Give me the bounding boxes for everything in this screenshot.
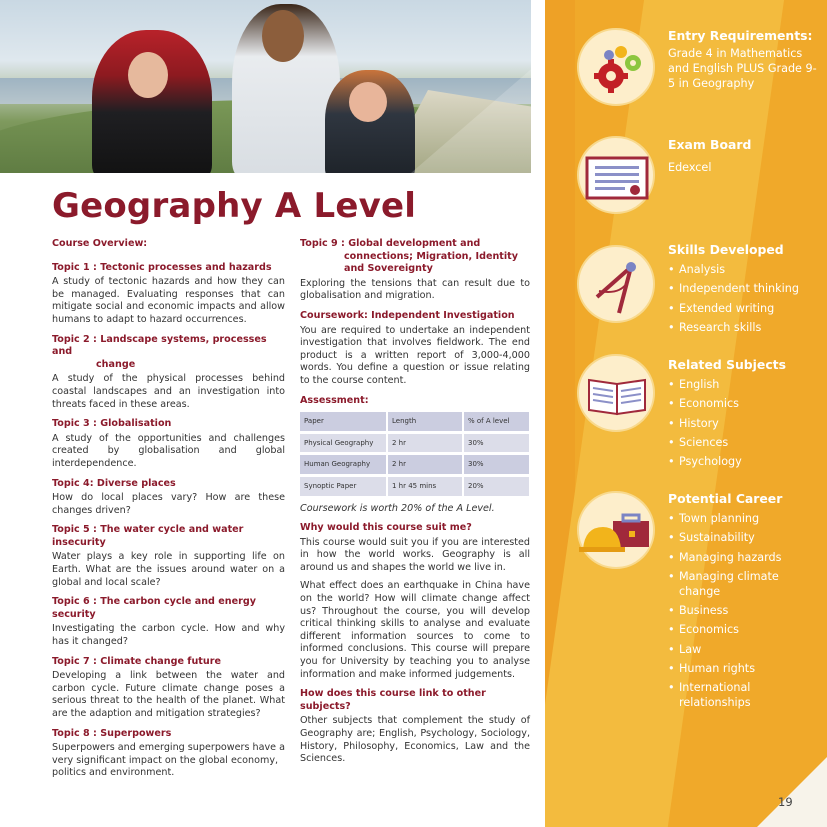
list-item: • Sciences <box>668 435 818 450</box>
table-header: % of A level <box>462 412 529 431</box>
table-cell: Human Geography <box>300 455 386 474</box>
overview-heading: Course Overview: <box>52 238 148 249</box>
career-heading: Potential Career <box>668 491 783 506</box>
why-text: What effect does an earthquake in China have on the world? How will climate change affect us? Throughout the course, you will develop critical thinking skills to analyse and evaluate different information sources to come to informed conclusions. This course will prepare you for University by teaching you to analyse information and make informed judgements. <box>300 580 530 680</box>
header-photo <box>0 0 531 173</box>
table-cell: Physical Geography <box>300 434 386 453</box>
table-cell: 30% <box>462 455 529 474</box>
list-item: • Law <box>668 642 818 657</box>
why-text: This course would suit you if you are interested in how the world works. Geography is all around us and shapes the world we live in. <box>300 536 530 573</box>
topic-heading-line: Topic 2 : Landscape systems, processes and <box>52 333 267 358</box>
table-cell: 2 hr <box>386 434 462 453</box>
exam-text: Edexcel <box>668 161 712 174</box>
table-cell: 20% <box>462 477 529 496</box>
topic-text: A study of the physical processes behind coastal landscapes and an investigation into threats faced in these areas. <box>52 373 285 410</box>
topic-heading: Topic 8 : Superpowers <box>52 727 172 739</box>
open-book-icon <box>577 354 655 432</box>
topic-text: How do local places vary? How are these changes driven? <box>52 492 285 516</box>
table-cell: Synoptic Paper <box>300 477 386 496</box>
why-heading: Why would this course suit me? <box>300 522 472 534</box>
list-item: • Economics <box>668 622 818 637</box>
table-header: Paper <box>300 412 386 431</box>
topic-text: Exploring the tensions that can result due to globalisation and migration. <box>300 277 530 302</box>
topic-heading-line: connections; Migration, Identity <box>344 250 518 262</box>
list-item: • Analysis <box>668 262 818 277</box>
entry-text: Grade 4 in Mathematics and English PLUS Grade 9-5 in Geography <box>668 47 817 90</box>
coursework-heading: Coursework: Independent Investigation <box>300 309 515 321</box>
gears-icon <box>577 28 655 106</box>
topic-text: A study of the opportunities and challenges created by globalisation and global interdependence. <box>52 432 285 469</box>
assessment-heading: Assessment: <box>300 394 369 406</box>
list-item: • English <box>668 377 818 392</box>
list-item: • Human rights <box>668 661 818 676</box>
link-heading: How does this course link to other subjects? <box>300 688 486 712</box>
topic-heading-line: change <box>96 358 136 370</box>
list-item: • Independent thinking <box>668 281 818 296</box>
topic-heading: Topic 1 : Tectonic processes and hazards <box>52 261 272 273</box>
topic-text: Water plays a key role in supporting life on Earth. What are the issues around water on a global and local scale? <box>52 551 285 588</box>
table-header-row <box>300 412 529 431</box>
skills-heading: Skills Developed <box>668 242 784 257</box>
topic-heading: Topic 5 : The water cycle and water insecurity <box>52 524 244 548</box>
topic-heading: Topic 4: Diverse places <box>52 477 176 489</box>
student-figure <box>325 70 415 173</box>
list-item: • Sustainability <box>668 530 818 545</box>
list-item: • Extended writing <box>668 301 818 316</box>
student-figure <box>232 4 340 173</box>
table-row <box>300 477 529 496</box>
list-item: • Managing hazards <box>668 550 818 565</box>
table-row <box>300 455 529 474</box>
compass-icon <box>577 245 655 323</box>
list-item: • Research skills <box>668 320 818 335</box>
table-cell: 1 hr 45 mins <box>386 477 462 496</box>
certificate-icon <box>577 136 655 214</box>
list-item: • Economics <box>668 396 818 411</box>
topic-text: Developing a link between the water and carbon cycle. Future climate change poses a serious threat to the health of the planet. What are the adaption and mitigation strategies? <box>52 670 285 719</box>
table-header: Length <box>386 412 462 431</box>
topic-text: A study of tectonic hazards and how they can be managed. Evaluating responses that can mitigate social and economic impacts and allow humans to adapt to hazard occurrences. <box>52 276 285 325</box>
career-list <box>668 511 818 715</box>
related-list <box>668 377 818 473</box>
list-item: • Psychology <box>668 454 818 469</box>
topic-text: Investigating the carbon cycle. How and why has it changed? <box>52 623 285 648</box>
exam-heading: Exam Board <box>668 137 752 152</box>
entry-heading: Entry Requirements: <box>668 28 813 43</box>
topic-heading <box>52 334 285 372</box>
topic-heading <box>300 238 530 276</box>
topic-heading: Topic 7 : Climate change future <box>52 655 221 667</box>
skills-list <box>668 262 818 339</box>
topic-heading: Topic 6 : The carbon cycle and energy security <box>52 596 256 620</box>
topic-heading-line: Topic 9 : Global development and <box>300 238 481 249</box>
middle-column <box>300 238 530 766</box>
coursework-note: Coursework is worth 20% of the A Level. <box>300 502 495 514</box>
list-item: • Town planning <box>668 511 818 526</box>
assessment-table <box>300 409 529 498</box>
related-heading: Related Subjects <box>668 357 786 372</box>
list-item: • Managing climate change <box>668 569 818 599</box>
table-cell: 2 hr <box>386 455 462 474</box>
table-row <box>300 434 529 453</box>
list-item: • International relationships <box>668 680 818 710</box>
page-number: 19 <box>778 795 793 809</box>
coursework-text: You are required to undertake an independent investigation that involves fieldwork. The end product is a written report of 3,000-4,000 words. You define a question or issue relating to the course content. <box>300 324 530 386</box>
link-text: Other subjects that complement the study of Geography are; English, Psychology, Sociology, History, Philosophy, Economics, Law and the Sciences. <box>300 715 530 765</box>
left-column <box>52 238 285 780</box>
page-title: Geography A Level <box>52 186 417 226</box>
toolbox-hardhat-icon <box>577 491 655 569</box>
list-item: • History <box>668 416 818 431</box>
topic-heading-line: and Sovereignty <box>344 263 433 275</box>
list-item: • Business <box>668 603 818 618</box>
student-figure <box>92 30 212 173</box>
topic-text: Superpowers and emerging superpowers have a very significant impact on the global economy, politics and environment. <box>52 742 285 779</box>
topic-heading: Topic 3 : Globalisation <box>52 418 172 430</box>
table-cell: 30% <box>462 434 529 453</box>
